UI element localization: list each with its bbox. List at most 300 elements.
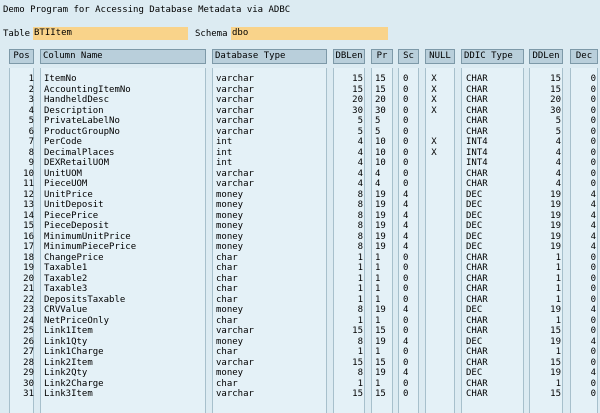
cell-column-name: DEXRetailUOM: [44, 158, 110, 168]
cell-ddlen: 1: [555, 273, 561, 284]
cell-ddlen: 19: [550, 231, 561, 242]
cell-dec: 4: [590, 336, 596, 347]
table-row[interactable]: [0, 211, 600, 222]
cell-ddic-type: CHAR: [466, 179, 488, 189]
cell-null: [425, 295, 443, 306]
cell-null: [425, 316, 443, 327]
cell-database-type: varchar: [216, 74, 254, 84]
cell-dec: 0: [590, 179, 596, 189]
cell-dblen: 4: [357, 137, 363, 147]
cell-dblen: 4: [357, 168, 363, 179]
table-row[interactable]: [0, 190, 600, 201]
cell-null: [425, 284, 443, 295]
cell-column-name: Link1Qty: [44, 336, 88, 347]
cell-ddic-type: DEC: [466, 200, 483, 210]
cell-dblen: 15: [352, 357, 363, 368]
cell-sc: 0: [403, 326, 409, 336]
cell-ddic-type: CHAR: [466, 95, 488, 105]
cell-pos: 14: [23, 210, 34, 221]
cell-pos: 9: [28, 158, 34, 168]
cell-database-type: money: [216, 242, 244, 252]
cell-pos: 7: [28, 137, 34, 147]
cell-sc: 0: [403, 357, 409, 368]
cell-pos: 27: [23, 347, 34, 357]
cell-ddlen: 19: [550, 242, 561, 252]
cell-null: X: [431, 147, 437, 158]
cell-ddlen: 19: [550, 210, 561, 221]
cell-sc: 4: [403, 305, 409, 315]
cell-pos: 21: [23, 284, 34, 294]
cell-ddic-type: CHAR: [466, 315, 488, 326]
header-dblen[interactable]: DBLen: [333, 49, 365, 64]
cell-pos: 25: [23, 326, 34, 336]
cell-null: [425, 337, 443, 348]
cell-column-name: AccountingItemNo: [44, 84, 131, 95]
cell-ddlen: 19: [550, 368, 561, 378]
cell-column-name: Taxable3: [44, 284, 88, 294]
cell-database-type: varchar: [216, 357, 254, 368]
header-ddlen[interactable]: DDLen: [529, 49, 563, 64]
cell-dblen: 1: [357, 284, 363, 294]
cell-pos: 20: [23, 273, 34, 284]
cell-ddic-type: CHAR: [466, 357, 488, 368]
cell-null: X: [431, 105, 437, 116]
table-body: [0, 74, 600, 413]
cell-sc: 0: [403, 294, 409, 305]
header-database-type[interactable]: Database Type: [212, 49, 327, 64]
table-row[interactable]: [0, 253, 600, 264]
cell-null: [425, 274, 443, 285]
cell-pr: 15: [375, 84, 386, 95]
cell-pos: 26: [23, 336, 34, 347]
cell-ddlen: 5: [555, 126, 561, 137]
cell-dec: 4: [590, 210, 596, 221]
cell-dblen: 8: [357, 336, 363, 347]
header-pos[interactable]: Pos: [9, 49, 34, 64]
table-row[interactable]: [0, 295, 600, 306]
cell-database-type: char: [216, 315, 238, 326]
cell-database-type: money: [216, 336, 244, 347]
table-row[interactable]: [0, 232, 600, 243]
cell-null: [425, 190, 443, 201]
cell-dec: 0: [590, 263, 596, 273]
table-row[interactable]: [0, 284, 600, 295]
cell-ddic-type: CHAR: [466, 126, 488, 137]
cell-null: [425, 116, 443, 127]
cell-dblen: 1: [357, 273, 363, 284]
cell-ddlen: 19: [550, 305, 561, 315]
cell-dec: 0: [590, 284, 596, 294]
cell-column-name: ProductGroupNo: [44, 126, 120, 137]
cell-ddic-type: CHAR: [466, 105, 488, 116]
cell-sc: 0: [403, 74, 409, 84]
cell-pr: 19: [375, 368, 386, 378]
cell-sc: 4: [403, 242, 409, 252]
cell-ddic-type: DEC: [466, 221, 483, 231]
table-row[interactable]: [0, 389, 600, 400]
cell-database-type: money: [216, 368, 244, 378]
cell-database-type: varchar: [216, 326, 254, 336]
cell-dec: 0: [590, 294, 596, 305]
table-row[interactable]: [0, 221, 600, 232]
cell-pos: 18: [23, 252, 34, 263]
cell-pos: 17: [23, 242, 34, 252]
cell-database-type: varchar: [216, 168, 254, 179]
cell-ddlen: 15: [550, 357, 561, 368]
cell-sc: 4: [403, 336, 409, 347]
cell-column-name: DepositsTaxable: [44, 294, 126, 305]
cell-database-type: char: [216, 252, 238, 263]
cell-pos: 30: [23, 378, 34, 389]
cell-dec: 0: [590, 378, 596, 389]
cell-pr: 1: [375, 263, 381, 273]
cell-null: [425, 263, 443, 274]
table-row[interactable]: [0, 106, 600, 117]
cell-null: [425, 347, 443, 358]
cell-null: [425, 305, 443, 316]
cell-database-type: char: [216, 284, 238, 294]
cell-column-name: Link2Item: [44, 357, 93, 368]
cell-ddic-type: DEC: [466, 210, 483, 221]
cell-ddic-type: INT4: [466, 147, 488, 158]
cell-pr: 10: [375, 147, 386, 158]
cell-pos: 23: [23, 305, 34, 315]
cell-pr: 20: [375, 95, 386, 105]
cell-null: X: [431, 95, 437, 105]
schema-label: Schema: [195, 29, 228, 39]
cell-database-type: int: [216, 147, 233, 158]
cell-database-type: int: [216, 158, 233, 168]
cell-database-type: char: [216, 273, 238, 284]
cell-null: X: [431, 84, 437, 95]
cell-ddlen: 4: [555, 147, 561, 158]
cell-sc: 0: [403, 263, 409, 273]
cell-ddic-type: CHAR: [466, 378, 488, 389]
cell-null: [425, 326, 443, 337]
cell-pr: 15: [375, 389, 386, 399]
cell-column-name: NetPriceOnly: [44, 315, 110, 326]
cell-ddic-type: INT4: [466, 158, 488, 168]
cell-pos: 13: [23, 200, 34, 210]
cell-ddic-type: CHAR: [466, 389, 488, 399]
table-row[interactable]: [0, 316, 600, 327]
cell-pr: 1: [375, 378, 381, 389]
cell-ddic-type: CHAR: [466, 116, 488, 126]
cell-column-name: Link2Qty: [44, 368, 88, 378]
cell-dblen: 1: [357, 347, 363, 357]
cell-pos: 6: [28, 126, 34, 137]
cell-pos: 28: [23, 357, 34, 368]
cell-dec: 0: [590, 273, 596, 284]
cell-dec: 0: [590, 137, 596, 147]
cell-null: [425, 389, 443, 400]
header-null[interactable]: NULL: [425, 49, 455, 64]
cell-sc: 4: [403, 368, 409, 378]
cell-dec: 0: [590, 158, 596, 168]
cell-ddic-type: DEC: [466, 368, 483, 378]
cell-pos: 1: [28, 74, 34, 84]
cell-null: [425, 221, 443, 232]
cell-ddlen: 15: [550, 326, 561, 336]
cell-database-type: money: [216, 200, 244, 210]
cell-column-name: UnitPrice: [44, 189, 93, 200]
cell-ddic-type: CHAR: [466, 84, 488, 95]
cell-column-name: Taxable1: [44, 263, 88, 273]
table-row[interactable]: [0, 337, 600, 348]
cell-pr: 1: [375, 315, 381, 326]
cell-database-type: varchar: [216, 126, 254, 137]
cell-sc: 4: [403, 189, 409, 200]
table-row[interactable]: [0, 305, 600, 316]
cell-sc: 0: [403, 315, 409, 326]
cell-dec: 0: [590, 95, 596, 105]
cell-ddic-type: INT4: [466, 137, 488, 147]
cell-pos: 19: [23, 263, 34, 273]
table-row[interactable]: [0, 158, 600, 169]
table-field[interactable]: BTIItem: [33, 27, 188, 40]
header-dec[interactable]: Dec: [570, 49, 598, 64]
header-sc[interactable]: Sc: [398, 49, 419, 64]
table-row[interactable]: [0, 263, 600, 274]
table-row[interactable]: [0, 368, 600, 379]
cell-ddic-type: CHAR: [466, 263, 488, 273]
cell-pr: 15: [375, 74, 386, 84]
cell-sc: 4: [403, 231, 409, 242]
cell-pos: 3: [28, 95, 34, 105]
cell-column-name: Link1Charge: [44, 347, 104, 357]
cell-dec: 0: [590, 126, 596, 137]
cell-ddic-type: CHAR: [466, 168, 488, 179]
cell-ddlen: 1: [555, 378, 561, 389]
cell-column-name: Link2Charge: [44, 378, 104, 389]
cell-null: [425, 211, 443, 222]
cell-ddlen: 19: [550, 221, 561, 231]
cell-column-name: PiecePrice: [44, 210, 99, 221]
schema-field[interactable]: dbo: [231, 27, 388, 40]
cell-dec: 0: [590, 147, 596, 158]
table-row[interactable]: [0, 274, 600, 285]
cell-pos: 16: [23, 231, 34, 242]
cell-ddlen: 15: [550, 74, 561, 84]
cell-dec: 0: [590, 347, 596, 357]
cell-pr: 30: [375, 105, 386, 116]
cell-null: X: [431, 137, 437, 147]
cell-column-name: ItemNo: [44, 74, 77, 84]
cell-ddlen: 1: [555, 315, 561, 326]
cell-dblen: 1: [357, 263, 363, 273]
header-column-name[interactable]: Column Name: [40, 49, 206, 64]
cell-sc: 0: [403, 158, 409, 168]
cell-ddlen: 4: [555, 168, 561, 179]
cell-dblen: 15: [352, 74, 363, 84]
cell-sc: 0: [403, 95, 409, 105]
cell-pr: 15: [375, 326, 386, 336]
cell-null: [425, 253, 443, 264]
cell-pr: 19: [375, 221, 386, 231]
cell-ddlen: 1: [555, 284, 561, 294]
cell-pr: 1: [375, 294, 381, 305]
cell-column-name: UnitDeposit: [44, 200, 104, 210]
cell-pos: 8: [28, 147, 34, 158]
cell-database-type: money: [216, 231, 244, 242]
cell-null: [425, 358, 443, 369]
cell-null: [425, 158, 443, 169]
cell-dblen: 15: [352, 84, 363, 95]
cell-ddlen: 19: [550, 189, 561, 200]
cell-database-type: int: [216, 137, 233, 147]
cell-ddic-type: DEC: [466, 305, 483, 315]
cell-pr: 1: [375, 273, 381, 284]
cell-pos: 15: [23, 221, 34, 231]
cell-dec: 4: [590, 368, 596, 378]
cell-sc: 4: [403, 200, 409, 210]
cell-pr: 19: [375, 200, 386, 210]
cell-pr: 5: [375, 126, 381, 137]
cell-dec: 0: [590, 84, 596, 95]
table-label: Table: [3, 29, 31, 39]
cell-dblen: 4: [357, 179, 363, 189]
cell-dec: 4: [590, 200, 596, 210]
cell-pr: 1: [375, 252, 381, 263]
table-row[interactable]: [0, 179, 600, 190]
cell-database-type: varchar: [216, 389, 254, 399]
cell-column-name: ChangePrice: [44, 252, 104, 263]
cell-dec: 0: [590, 315, 596, 326]
cell-sc: 0: [403, 137, 409, 147]
cell-dec: 0: [590, 168, 596, 179]
cell-ddic-type: CHAR: [466, 284, 488, 294]
cell-pr: 19: [375, 242, 386, 252]
table-row[interactable]: [0, 127, 600, 138]
cell-column-name: DecimalPlaces: [44, 147, 115, 158]
cell-ddic-type: CHAR: [466, 273, 488, 284]
cell-database-type: char: [216, 294, 238, 305]
cell-pr: 19: [375, 336, 386, 347]
header-pr[interactable]: Pr: [371, 49, 393, 64]
cell-null: [425, 232, 443, 243]
cell-database-type: varchar: [216, 95, 254, 105]
cell-column-name: Link3Item: [44, 389, 93, 399]
cell-ddlen: 20: [550, 95, 561, 105]
cell-sc: 0: [403, 168, 409, 179]
cell-ddlen: 4: [555, 137, 561, 147]
cell-ddic-type: CHAR: [466, 347, 488, 357]
cell-pr: 19: [375, 305, 386, 315]
cell-pr: 19: [375, 231, 386, 242]
cell-column-name: Description: [44, 105, 104, 116]
cell-database-type: money: [216, 221, 244, 231]
cell-dblen: 15: [352, 326, 363, 336]
table-row[interactable]: [0, 137, 600, 148]
table-row[interactable]: [0, 95, 600, 106]
cell-dblen: 1: [357, 252, 363, 263]
cell-pos: 11: [23, 179, 34, 189]
cell-ddic-type: CHAR: [466, 326, 488, 336]
cell-dec: 0: [590, 105, 596, 116]
cell-null: [425, 379, 443, 390]
cell-pr: 10: [375, 158, 386, 168]
table-row[interactable]: [0, 242, 600, 253]
cell-ddlen: 1: [555, 263, 561, 273]
cell-ddlen: 15: [550, 84, 561, 95]
table-row[interactable]: [0, 148, 600, 159]
cell-sc: 4: [403, 221, 409, 231]
cell-database-type: money: [216, 305, 244, 315]
cell-dblen: 4: [357, 147, 363, 158]
cell-sc: 0: [403, 389, 409, 399]
cell-column-name: PieceDeposit: [44, 221, 110, 231]
cell-null: [425, 179, 443, 190]
cell-database-type: varchar: [216, 179, 254, 189]
table-row[interactable]: [0, 116, 600, 127]
table-row[interactable]: [0, 358, 600, 369]
cell-ddic-type: DEC: [466, 231, 483, 242]
cell-null: [425, 200, 443, 211]
cell-dec: 4: [590, 305, 596, 315]
cell-pos: 2: [28, 84, 34, 95]
cell-column-name: MinimumPiecePrice: [44, 242, 137, 252]
cell-dblen: 8: [357, 368, 363, 378]
table-row[interactable]: [0, 347, 600, 358]
cell-pr: 1: [375, 284, 381, 294]
cell-pos: 12: [23, 189, 34, 200]
table-row[interactable]: [0, 169, 600, 180]
cell-null: X: [431, 74, 437, 84]
cell-sc: 0: [403, 84, 409, 95]
table-row[interactable]: [0, 85, 600, 96]
cell-database-type: varchar: [216, 105, 254, 116]
cell-ddlen: 15: [550, 389, 561, 399]
table-row[interactable]: [0, 379, 600, 390]
cell-column-name: HandheldDesc: [44, 95, 110, 105]
cell-dblen: 20: [352, 95, 363, 105]
table-header: [0, 49, 600, 64]
cell-dec: 0: [590, 74, 596, 84]
table-row[interactable]: [0, 74, 600, 85]
cell-dec: 4: [590, 242, 596, 252]
cell-dblen: 4: [357, 158, 363, 168]
cell-database-type: varchar: [216, 84, 254, 95]
cell-dblen: 1: [357, 378, 363, 389]
cell-column-name: PerCode: [44, 137, 82, 147]
cell-ddlen: 4: [555, 179, 561, 189]
cell-sc: 0: [403, 126, 409, 137]
cell-ddlen: 19: [550, 200, 561, 210]
header-ddic-type[interactable]: DDIC Type: [461, 49, 524, 64]
cell-pos: 29: [23, 368, 34, 378]
cell-null: [425, 169, 443, 180]
cell-dblen: 15: [352, 389, 363, 399]
cell-pos: 22: [23, 294, 34, 305]
cell-ddic-type: DEC: [466, 336, 483, 347]
cell-dec: 4: [590, 189, 596, 200]
cell-database-type: varchar: [216, 116, 254, 126]
table-row[interactable]: [0, 326, 600, 337]
cell-dblen: 8: [357, 242, 363, 252]
window-title: Demo Program for Accessing Database Metadata via ADBC: [3, 5, 291, 15]
cell-ddlen: 1: [555, 294, 561, 305]
cell-database-type: char: [216, 347, 238, 357]
cell-sc: 0: [403, 252, 409, 263]
cell-dblen: 1: [357, 294, 363, 305]
cell-null: [425, 127, 443, 138]
cell-dec: 0: [590, 252, 596, 263]
cell-null: [425, 242, 443, 253]
cell-pr: 15: [375, 357, 386, 368]
table-row[interactable]: [0, 200, 600, 211]
cell-pr: 1: [375, 347, 381, 357]
cell-dblen: 8: [357, 210, 363, 221]
